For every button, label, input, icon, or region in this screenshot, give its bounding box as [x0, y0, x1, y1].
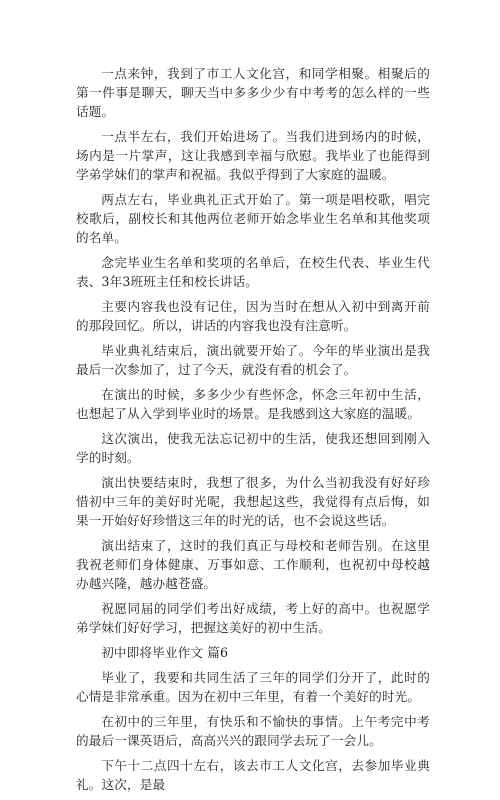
- essay-paragraph-12: 毕业了，我要和共同生活了三年的同学们分开了，此时的心情是非常承重。因为在初中三年里，有着一个美好的时光。: [76, 670, 430, 704]
- essay-section-heading: 初中即将毕业作文 篇6: [101, 645, 229, 660]
- essay-paragraph-8: 这次演出，使我无法忘记初中的生活，使我还想回到刚入学的时刻。: [76, 431, 430, 465]
- essay-paragraph-1: 一点来钟，我到了市工人文化宫，和同学相聚。相聚后的第一件事是聊天，聊天当中多多少少有中考考的怎么样的一些话题。: [76, 66, 430, 119]
- essay-paragraph-5: 主要内容我也没有记住，因为当时在想从入初中到离开前的那段回忆。所以，讲话的内容我也没有注意听。: [76, 299, 430, 333]
- essay-paragraph-4: 念完毕业生名单和奖项的名单后，在校生代表、毕业生代表、3年3班班主任和校长讲话。: [76, 255, 430, 289]
- essay-body: [76, 64, 430, 800]
- essay-paragraph-7: 在演出的时候，多多少少有些怀念，怀念三年初中生活，也想起了从入学到毕业时的场景。是我感到这大家庭的温暖。: [76, 387, 430, 421]
- essay-paragraph-9: 演出快要结束时，我想了很多，为什么当初我没有好好珍惜初中三年的美好时光呢，我想起这些，我觉得有点后悔，如果一开始好好珍惜这三年的时光的话，也不会说这些话。: [76, 475, 430, 528]
- essay-paragraph-2: 一点半左右，我们开始进场了。当我们进到场内的时候，场内是一片掌声，这让我感到幸福与欣慰。我毕业了也能得到学弟学妹们的掌声和祝福。我似乎得到了大家庭的温暖。: [76, 129, 430, 182]
- essay-paragraph-11: 祝愿同届的同学们考出好成绩，考上好的高中。也祝愿学弟学妹们好好学习，把握这美好的初中生活。: [76, 601, 430, 635]
- essay-paragraph-10: 演出结束了，这时的我们真正与母校和老师告别。在这里我祝老师们身体健康、万事如意、工作顺利，也祝初中母校越办越兴隆，越办越苍盛。: [76, 538, 430, 591]
- essay-paragraph-13: 在初中的三年里，有快乐和不愉快的事情。上午考完中考的最后一课英语后，高高兴兴的跟同学去玩了一会儿。: [76, 714, 430, 748]
- essay-paragraph-14: 下午十二点四十左右，该去市工人文化宫，去参加毕业典礼。这次，是最: [76, 758, 430, 792]
- essay-paragraph-6: 毕业典礼结束后，演出就要开始了。今年的毕业演出是我最后一次参加了，过了今天，就没有看的机会了。: [76, 343, 430, 377]
- essay-paragraph-3: 两点左右，毕业典礼正式开始了。第一项是唱校歌，唱完校歌后，副校长和其他两位老师开始念毕业生名单和其他奖项的名单。: [76, 192, 430, 245]
